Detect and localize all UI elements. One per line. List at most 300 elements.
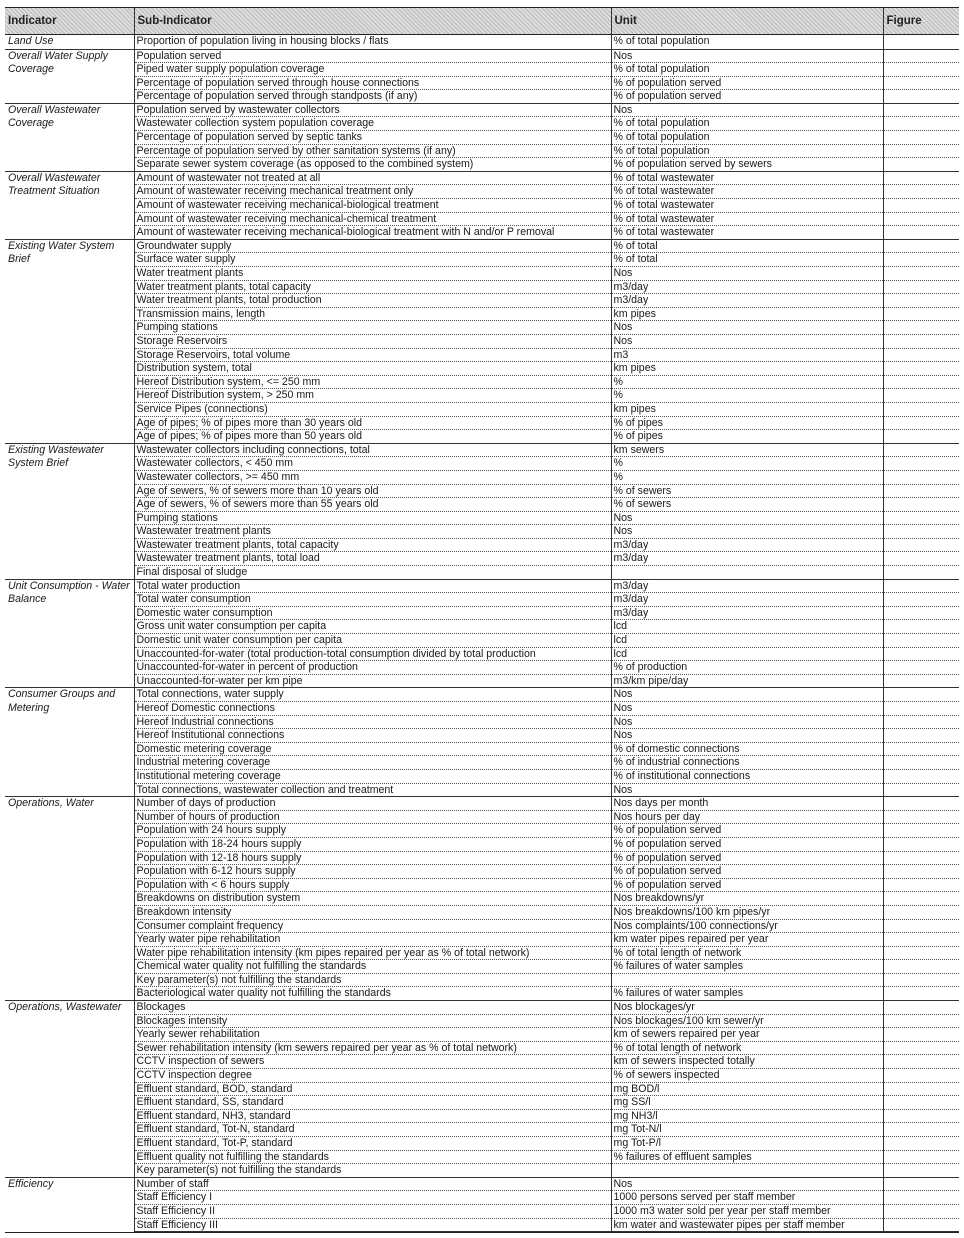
table-row <box>5 457 959 471</box>
figure-cell[interactable] <box>883 348 959 362</box>
unit-cell: % of population served by sewers <box>611 158 883 172</box>
table-row <box>5 76 959 90</box>
unit-cell: Nos days per month <box>611 797 883 811</box>
figure-cell[interactable] <box>883 334 959 348</box>
unit-cell: Nos <box>611 783 883 797</box>
figure-cell[interactable] <box>883 878 959 892</box>
table-row <box>5 634 959 648</box>
unit-cell: Nos <box>611 525 883 539</box>
figure-cell[interactable] <box>883 430 959 444</box>
figure-cell[interactable] <box>883 566 959 580</box>
sub-indicator-cell: Hereof Industrial connections <box>134 715 611 729</box>
sub-indicator-cell: Population served <box>134 49 611 63</box>
figure-cell[interactable] <box>883 742 959 756</box>
sub-indicator-cell: Key parameter(s) not fulfilling the standards <box>134 973 611 987</box>
indicator-cell: Overall Water Supply Coverage <box>5 49 134 103</box>
unit-cell: km water pipes repaired per year <box>611 933 883 947</box>
figure-cell[interactable] <box>883 702 959 716</box>
unit-cell: % of pipes <box>611 430 883 444</box>
table-row <box>5 63 959 77</box>
unit-cell: % <box>611 457 883 471</box>
figure-cell[interactable] <box>883 76 959 90</box>
table-row <box>5 674 959 688</box>
table-row <box>5 511 959 525</box>
sub-indicator-cell: Population with 6-12 hours supply <box>134 865 611 879</box>
sub-indicator-cell: Domestic water consumption <box>134 606 611 620</box>
figure-cell[interactable] <box>883 185 959 199</box>
unit-cell: % of total wastewater <box>611 226 883 240</box>
unit-cell: mg SS/l <box>611 1096 883 1110</box>
figure-cell[interactable] <box>883 851 959 865</box>
table-row <box>5 253 959 267</box>
unit-cell: % of total wastewater <box>611 171 883 185</box>
figure-cell[interactable] <box>883 810 959 824</box>
table-row <box>5 199 959 213</box>
table-row <box>5 103 959 117</box>
sub-indicator-cell: Wastewater collectors, < 450 mm <box>134 457 611 471</box>
figure-cell[interactable] <box>883 1096 959 1110</box>
figure-cell[interactable] <box>883 538 959 552</box>
table-row <box>5 933 959 947</box>
figure-cell[interactable] <box>883 484 959 498</box>
unit-cell: m3/day <box>611 606 883 620</box>
indicator-cell: Overall Wastewater Treatment Situation <box>5 171 134 239</box>
sub-indicator-cell: Unaccounted-for-water (total production-total consumption divided by total production <box>134 647 611 661</box>
sub-indicator-cell: Effluent standard, NH3, standard <box>134 1109 611 1123</box>
sub-indicator-cell: Breakdown intensity <box>134 905 611 919</box>
sub-indicator-cell: Staff Efficiency III <box>134 1218 611 1232</box>
unit-cell: km pipes <box>611 402 883 416</box>
table-row <box>5 375 959 389</box>
table-row <box>5 715 959 729</box>
figure-cell[interactable] <box>883 470 959 484</box>
figure-cell[interactable] <box>883 239 959 253</box>
table-row <box>5 144 959 158</box>
figure-cell[interactable] <box>883 362 959 376</box>
unit-cell: m3/day <box>611 280 883 294</box>
table-row <box>5 321 959 335</box>
unit-cell: % of total population <box>611 63 883 77</box>
unit-cell: % of total wastewater <box>611 199 883 213</box>
figure-cell[interactable] <box>883 117 959 131</box>
unit-cell: lcd <box>611 647 883 661</box>
table-row <box>5 117 959 131</box>
unit-cell: % of total <box>611 239 883 253</box>
unit-cell <box>611 973 883 987</box>
sub-indicator-cell: Percentage of population served through standposts (if any) <box>134 90 611 104</box>
sub-indicator-cell: Effluent standard, SS, standard <box>134 1096 611 1110</box>
sub-indicator-cell: Proportion of population living in housing blocks / flats <box>134 35 611 50</box>
unit-cell: Nos <box>611 103 883 117</box>
figure-cell[interactable] <box>883 226 959 240</box>
figure-cell[interactable] <box>883 1041 959 1055</box>
figure-cell[interactable] <box>883 253 959 267</box>
figure-cell[interactable] <box>883 307 959 321</box>
figure-cell[interactable] <box>883 973 959 987</box>
sub-indicator-cell: Yearly water pipe rehabilitation <box>134 933 611 947</box>
table-row <box>5 239 959 253</box>
figure-cell[interactable] <box>883 498 959 512</box>
figure-cell[interactable] <box>883 606 959 620</box>
table-body <box>5 35 959 1232</box>
figure-cell[interactable] <box>883 593 959 607</box>
table-row <box>5 402 959 416</box>
sub-indicator-cell: Number of days of production <box>134 797 611 811</box>
sub-indicator-cell: Number of hours of production <box>134 810 611 824</box>
sub-indicator-cell: Gross unit water consumption per capita <box>134 620 611 634</box>
table-row <box>5 742 959 756</box>
table-row <box>5 348 959 362</box>
sub-indicator-cell: Hereof Distribution system, > 250 mm <box>134 389 611 403</box>
table-row <box>5 226 959 240</box>
figure-cell[interactable] <box>883 1082 959 1096</box>
figure-cell[interactable] <box>883 1123 959 1137</box>
table-row <box>5 824 959 838</box>
sub-indicator-cell: Percentage of population served through house connections <box>134 76 611 90</box>
indicator-cell: Consumer Groups and Metering <box>5 688 134 797</box>
figure-cell[interactable] <box>883 647 959 661</box>
figure-cell[interactable] <box>883 783 959 797</box>
sub-indicator-cell: Percentage of population served by other sanitation systems (if any) <box>134 144 611 158</box>
table-row <box>5 702 959 716</box>
figure-cell[interactable] <box>883 443 959 457</box>
unit-cell: km of sewers repaired per year <box>611 1028 883 1042</box>
figure-cell[interactable] <box>883 688 959 702</box>
sub-indicator-cell: Amount of wastewater receiving mechanical-chemical treatment <box>134 212 611 226</box>
sub-indicator-cell: CCTV inspection of sewers <box>134 1055 611 1069</box>
table-row <box>5 905 959 919</box>
figure-cell[interactable] <box>883 1177 959 1191</box>
sub-indicator-cell: Key parameter(s) not fulfilling the standards <box>134 1164 611 1178</box>
table-row <box>5 1123 959 1137</box>
figure-cell[interactable] <box>883 865 959 879</box>
figure-cell[interactable] <box>883 321 959 335</box>
unit-cell: Nos complaints/100 connections/yr <box>611 919 883 933</box>
figure-cell[interactable] <box>883 756 959 770</box>
sub-indicator-cell: Hereof Institutional connections <box>134 729 611 743</box>
sub-indicator-cell: Sewer rehabilitation intensity (km sewers repaired per year as % of total network) <box>134 1041 611 1055</box>
figure-cell[interactable] <box>883 1137 959 1151</box>
figure-cell[interactable] <box>883 1204 959 1218</box>
sub-indicator-cell: Surface water supply <box>134 253 611 267</box>
sub-indicator-cell: Hereof Domestic connections <box>134 702 611 716</box>
figure-cell[interactable] <box>883 1069 959 1083</box>
unit-cell: Nos blockages/yr <box>611 1001 883 1015</box>
unit-cell: Nos <box>611 715 883 729</box>
indicator-table <box>5 7 959 1233</box>
figure-cell[interactable] <box>883 987 959 1001</box>
figure-cell[interactable] <box>883 267 959 281</box>
sub-indicator-cell: Blockages intensity <box>134 1014 611 1028</box>
table-row <box>5 334 959 348</box>
figure-cell[interactable] <box>883 729 959 743</box>
figure-cell[interactable] <box>883 511 959 525</box>
table-row <box>5 35 959 50</box>
figure-cell[interactable] <box>883 1109 959 1123</box>
unit-cell: m3/day <box>611 593 883 607</box>
table-row <box>5 131 959 145</box>
unit-cell: % failures of water samples <box>611 987 883 1001</box>
unit-cell: % of industrial connections <box>611 756 883 770</box>
table-row <box>5 49 959 63</box>
table-row <box>5 647 959 661</box>
sub-indicator-cell: Age of pipes; % of pipes more than 30 years old <box>134 416 611 430</box>
header-figure: Figure <box>883 8 959 35</box>
unit-cell: mg BOD/l <box>611 1082 883 1096</box>
sub-indicator-cell: Unaccounted-for-water in percent of production <box>134 661 611 675</box>
unit-cell <box>611 566 883 580</box>
table-row <box>5 470 959 484</box>
sub-indicator-cell: Separate sewer system coverage (as opposed to the combined system) <box>134 158 611 172</box>
table-row <box>5 362 959 376</box>
table-row <box>5 593 959 607</box>
figure-cell[interactable] <box>883 552 959 566</box>
sub-indicator-cell: Transmission mains, length <box>134 307 611 321</box>
sub-indicator-cell: Number of staff <box>134 1177 611 1191</box>
indicator-cell: Efficiency <box>5 1177 134 1231</box>
sub-indicator-cell: Amount of wastewater receiving mechanical treatment only <box>134 185 611 199</box>
figure-cell[interactable] <box>883 797 959 811</box>
table-row <box>5 1109 959 1123</box>
table-row <box>5 606 959 620</box>
unit-cell: mg Tot-P/l <box>611 1137 883 1151</box>
table-row <box>5 1191 959 1205</box>
figure-cell[interactable] <box>883 919 959 933</box>
sub-indicator-cell: Total water consumption <box>134 593 611 607</box>
sub-indicator-cell: Wastewater treatment plants <box>134 525 611 539</box>
table-row <box>5 661 959 675</box>
figure-cell[interactable] <box>883 960 959 974</box>
sub-indicator-cell: Amount of wastewater receiving mechanical-biological treatment with N and/or P removal <box>134 226 611 240</box>
unit-cell: m3/day <box>611 538 883 552</box>
figure-cell[interactable] <box>883 946 959 960</box>
figure-cell[interactable] <box>883 457 959 471</box>
figure-cell[interactable] <box>883 769 959 783</box>
figure-cell[interactable] <box>883 199 959 213</box>
figure-cell[interactable] <box>883 674 959 688</box>
figure-cell[interactable] <box>883 1150 959 1164</box>
figure-cell[interactable] <box>883 144 959 158</box>
table-row <box>5 525 959 539</box>
table-row <box>5 307 959 321</box>
table-row <box>5 1028 959 1042</box>
table-row <box>5 498 959 512</box>
sub-indicator-cell: Bacteriological water quality not fulfilling the standards <box>134 987 611 1001</box>
figure-cell[interactable] <box>883 1001 959 1015</box>
table-row <box>5 1177 959 1191</box>
figure-cell[interactable] <box>883 212 959 226</box>
sub-indicator-cell: Domestic unit water consumption per capita <box>134 634 611 648</box>
table-row <box>5 756 959 770</box>
sub-indicator-cell: Breakdowns on distribution system <box>134 892 611 906</box>
sub-indicator-cell: Storage Reservoirs, total volume <box>134 348 611 362</box>
unit-cell: Nos <box>611 729 883 743</box>
sub-indicator-cell: Groundwater supply <box>134 239 611 253</box>
table-row <box>5 1164 959 1178</box>
figure-cell[interactable] <box>883 824 959 838</box>
sub-indicator-cell: Staff Efficiency I <box>134 1191 611 1205</box>
unit-cell: km pipes <box>611 362 883 376</box>
unit-cell: % of sewers <box>611 484 883 498</box>
table-row <box>5 1069 959 1083</box>
sub-indicator-cell: Wastewater treatment plants, total capacity <box>134 538 611 552</box>
header-indicator: Indicator <box>5 8 134 35</box>
figure-cell[interactable] <box>883 1218 959 1232</box>
figure-cell[interactable] <box>883 103 959 117</box>
figure-cell[interactable] <box>883 158 959 172</box>
table-row <box>5 783 959 797</box>
table-row <box>5 919 959 933</box>
table-row <box>5 810 959 824</box>
figure-cell[interactable] <box>883 1014 959 1028</box>
unit-cell: m3/day <box>611 294 883 308</box>
unit-cell: % of population served <box>611 76 883 90</box>
figure-cell[interactable] <box>883 90 959 104</box>
unit-cell: % of pipes <box>611 416 883 430</box>
figure-cell[interactable] <box>883 63 959 77</box>
table-row <box>5 987 959 1001</box>
sub-indicator-cell: Staff Efficiency II <box>134 1204 611 1218</box>
table-row <box>5 579 959 593</box>
figure-cell[interactable] <box>883 171 959 185</box>
unit-cell: Nos <box>611 267 883 281</box>
unit-cell: Nos <box>611 49 883 63</box>
unit-cell: % of domestic connections <box>611 742 883 756</box>
figure-cell[interactable] <box>883 402 959 416</box>
table-row <box>5 389 959 403</box>
unit-cell: km pipes <box>611 307 883 321</box>
table-row <box>5 878 959 892</box>
table-row <box>5 1014 959 1028</box>
figure-cell[interactable] <box>883 892 959 906</box>
header-sub-indicator: Sub-Indicator <box>134 8 611 35</box>
unit-cell: % of total length of network <box>611 946 883 960</box>
figure-cell[interactable] <box>883 661 959 675</box>
sub-indicator-cell: Water treatment plants, total capacity <box>134 280 611 294</box>
unit-cell: % of institutional connections <box>611 769 883 783</box>
sub-indicator-cell: Hereof Distribution system, <= 250 mm <box>134 375 611 389</box>
indicator-cell: Land Use <box>5 35 134 50</box>
table-row <box>5 294 959 308</box>
table-row <box>5 158 959 172</box>
indicator-cell: Existing Water System Brief <box>5 239 134 443</box>
unit-cell: % failures of effluent samples <box>611 1150 883 1164</box>
unit-cell: % of total wastewater <box>611 212 883 226</box>
sub-indicator-cell: Effluent standard, BOD, standard <box>134 1082 611 1096</box>
unit-cell: 1000 persons served per staff member <box>611 1191 883 1205</box>
unit-cell: m3/day <box>611 579 883 593</box>
unit-cell: Nos breakdowns/yr <box>611 892 883 906</box>
table-row <box>5 1001 959 1015</box>
table-row <box>5 797 959 811</box>
figure-cell[interactable] <box>883 634 959 648</box>
table-row <box>5 267 959 281</box>
sub-indicator-cell: Age of sewers, % of sewers more than 10 years old <box>134 484 611 498</box>
figure-cell[interactable] <box>883 1164 959 1178</box>
table-row <box>5 960 959 974</box>
sub-indicator-cell: Unaccounted-for-water per km pipe <box>134 674 611 688</box>
figure-cell[interactable] <box>883 620 959 634</box>
table-row <box>5 729 959 743</box>
indicator-cell: Overall Wastewater Coverage <box>5 103 134 171</box>
figure-cell[interactable] <box>883 1055 959 1069</box>
table-row <box>5 688 959 702</box>
figure-cell[interactable] <box>883 525 959 539</box>
unit-cell: % <box>611 389 883 403</box>
sub-indicator-cell: Total connections, wastewater collection and treatment <box>134 783 611 797</box>
unit-cell: % <box>611 470 883 484</box>
unit-cell: Nos <box>611 688 883 702</box>
sub-indicator-cell: Yearly sewer rehabilitation <box>134 1028 611 1042</box>
unit-cell: Nos <box>611 511 883 525</box>
unit-cell: % of total population <box>611 144 883 158</box>
figure-cell[interactable] <box>883 389 959 403</box>
sub-indicator-cell: Percentage of population served by septic tanks <box>134 131 611 145</box>
sub-indicator-cell: Domestic metering coverage <box>134 742 611 756</box>
table-row <box>5 946 959 960</box>
table-row <box>5 1204 959 1218</box>
unit-cell: % of sewers inspected <box>611 1069 883 1083</box>
table-row <box>5 185 959 199</box>
figure-cell[interactable] <box>883 416 959 430</box>
figure-cell[interactable] <box>883 280 959 294</box>
figure-cell[interactable] <box>883 294 959 308</box>
sub-indicator-cell: Chemical water quality not fulfilling the standards <box>134 960 611 974</box>
indicator-cell: Operations, Wastewater <box>5 1001 134 1178</box>
sub-indicator-cell: Population with 24 hours supply <box>134 824 611 838</box>
unit-cell: lcd <box>611 620 883 634</box>
table-row <box>5 1218 959 1232</box>
table-row <box>5 1082 959 1096</box>
unit-cell: mg NH3/l <box>611 1109 883 1123</box>
table-row <box>5 837 959 851</box>
unit-cell: Nos breakdowns/100 km pipes/yr <box>611 905 883 919</box>
table-row <box>5 171 959 185</box>
figure-cell[interactable] <box>883 49 959 63</box>
sub-indicator-cell: Wastewater treatment plants, total load <box>134 552 611 566</box>
sub-indicator-cell: Service Pipes (connections) <box>134 402 611 416</box>
unit-cell: % of population served <box>611 837 883 851</box>
table-row <box>5 865 959 879</box>
figure-cell[interactable] <box>883 131 959 145</box>
unit-cell: % of population served <box>611 90 883 104</box>
unit-cell: 1000 m3 water sold per year per staff member <box>611 1204 883 1218</box>
figure-cell[interactable] <box>883 715 959 729</box>
sub-indicator-cell: Amount of wastewater not treated at all <box>134 171 611 185</box>
unit-cell: Nos hours per day <box>611 810 883 824</box>
figure-cell[interactable] <box>883 905 959 919</box>
sub-indicator-cell: Population with 18-24 hours supply <box>134 837 611 851</box>
sub-indicator-cell: Amount of wastewater receiving mechanical-biological treatment <box>134 199 611 213</box>
figure-cell[interactable] <box>883 933 959 947</box>
unit-cell: % of total population <box>611 117 883 131</box>
unit-cell: Nos <box>611 702 883 716</box>
figure-cell[interactable] <box>883 1028 959 1042</box>
unit-cell: m3/km pipe/day <box>611 674 883 688</box>
figure-cell[interactable] <box>883 579 959 593</box>
figure-cell[interactable] <box>883 837 959 851</box>
figure-cell[interactable] <box>883 375 959 389</box>
sub-indicator-cell: Water treatment plants <box>134 267 611 281</box>
sub-indicator-cell: Wastewater collection system population coverage <box>134 117 611 131</box>
figure-cell[interactable] <box>883 1191 959 1205</box>
sub-indicator-cell: Effluent standard, Tot-P, standard <box>134 1137 611 1151</box>
unit-cell: % failures of water samples <box>611 960 883 974</box>
figure-cell[interactable] <box>883 35 959 50</box>
unit-cell <box>611 1164 883 1178</box>
unit-cell: % of population served <box>611 824 883 838</box>
sub-indicator-cell: Effluent standard, Tot-N, standard <box>134 1123 611 1137</box>
